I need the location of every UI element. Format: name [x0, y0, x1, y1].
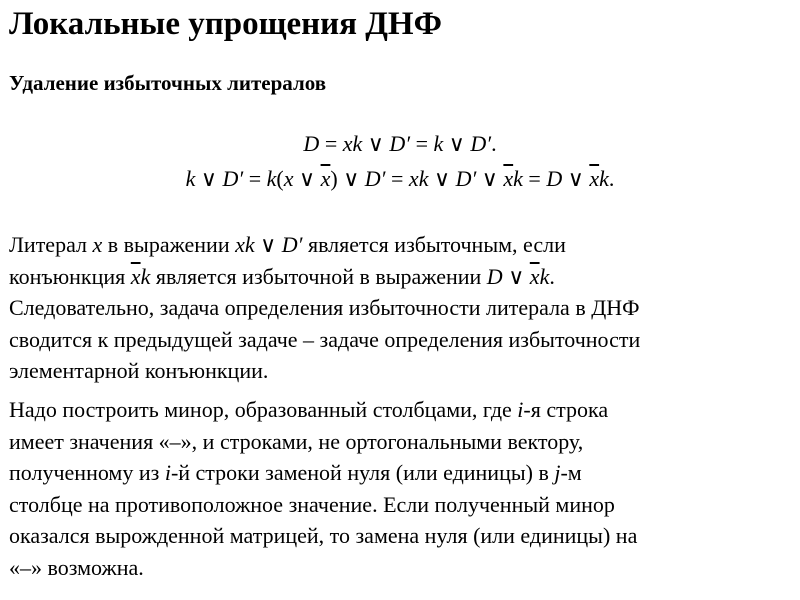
paragraph-line: сводится к предыдущей задаче – задаче определения избыточности — [9, 326, 641, 352]
paragraph-line: полученному из i-й строки заменой нуля (или единицы) в j-м — [9, 460, 582, 485]
formula-1: D = xk ∨ D′ = k ∨ D′. — [303, 131, 497, 156]
slide-title: Локальные упрощения ДНФ — [9, 6, 442, 42]
paragraph-line: оказался вырожденной матрицей, то замена нуля (или единицы) на — [9, 523, 638, 548]
paragraph-minor-construction — [9, 394, 794, 583]
paragraph-line: имеет значения «–», и строками, не ортогональными вектору, — [9, 428, 584, 454]
paragraph-line: «–» возможна. — [9, 554, 144, 580]
paragraph-line: конъюнкция $\overline{x}k$ является избыточной в выражении D ∨ $\overline{x}k$. — [9, 263, 555, 289]
paragraph-literal-redundancy — [9, 229, 794, 387]
paragraph-line: Следовательно, задача определения избыточности литерала в ДНФ — [9, 295, 640, 320]
slide-subtitle: Удаление избыточных литералов — [9, 71, 327, 95]
paragraph-line: столбце на противоположное значение. Если полученный минор — [9, 491, 615, 517]
paragraph-line: Надо построить минор, образованный столбцами, где i-я строка — [9, 397, 609, 422]
paragraph-line: элементарной конъюнкции. — [9, 358, 269, 383]
formula-2: k ∨ D′ = k(x ∨ $\overline{x}$) ∨ D′ = xk ∨ D′ ∨ $\overline{x}k = D$ ∨ $\overline{x}k$. — [185, 166, 615, 191]
paragraph-line: Литерал x в выражении xk ∨ D′ является избыточным, если — [9, 232, 566, 257]
